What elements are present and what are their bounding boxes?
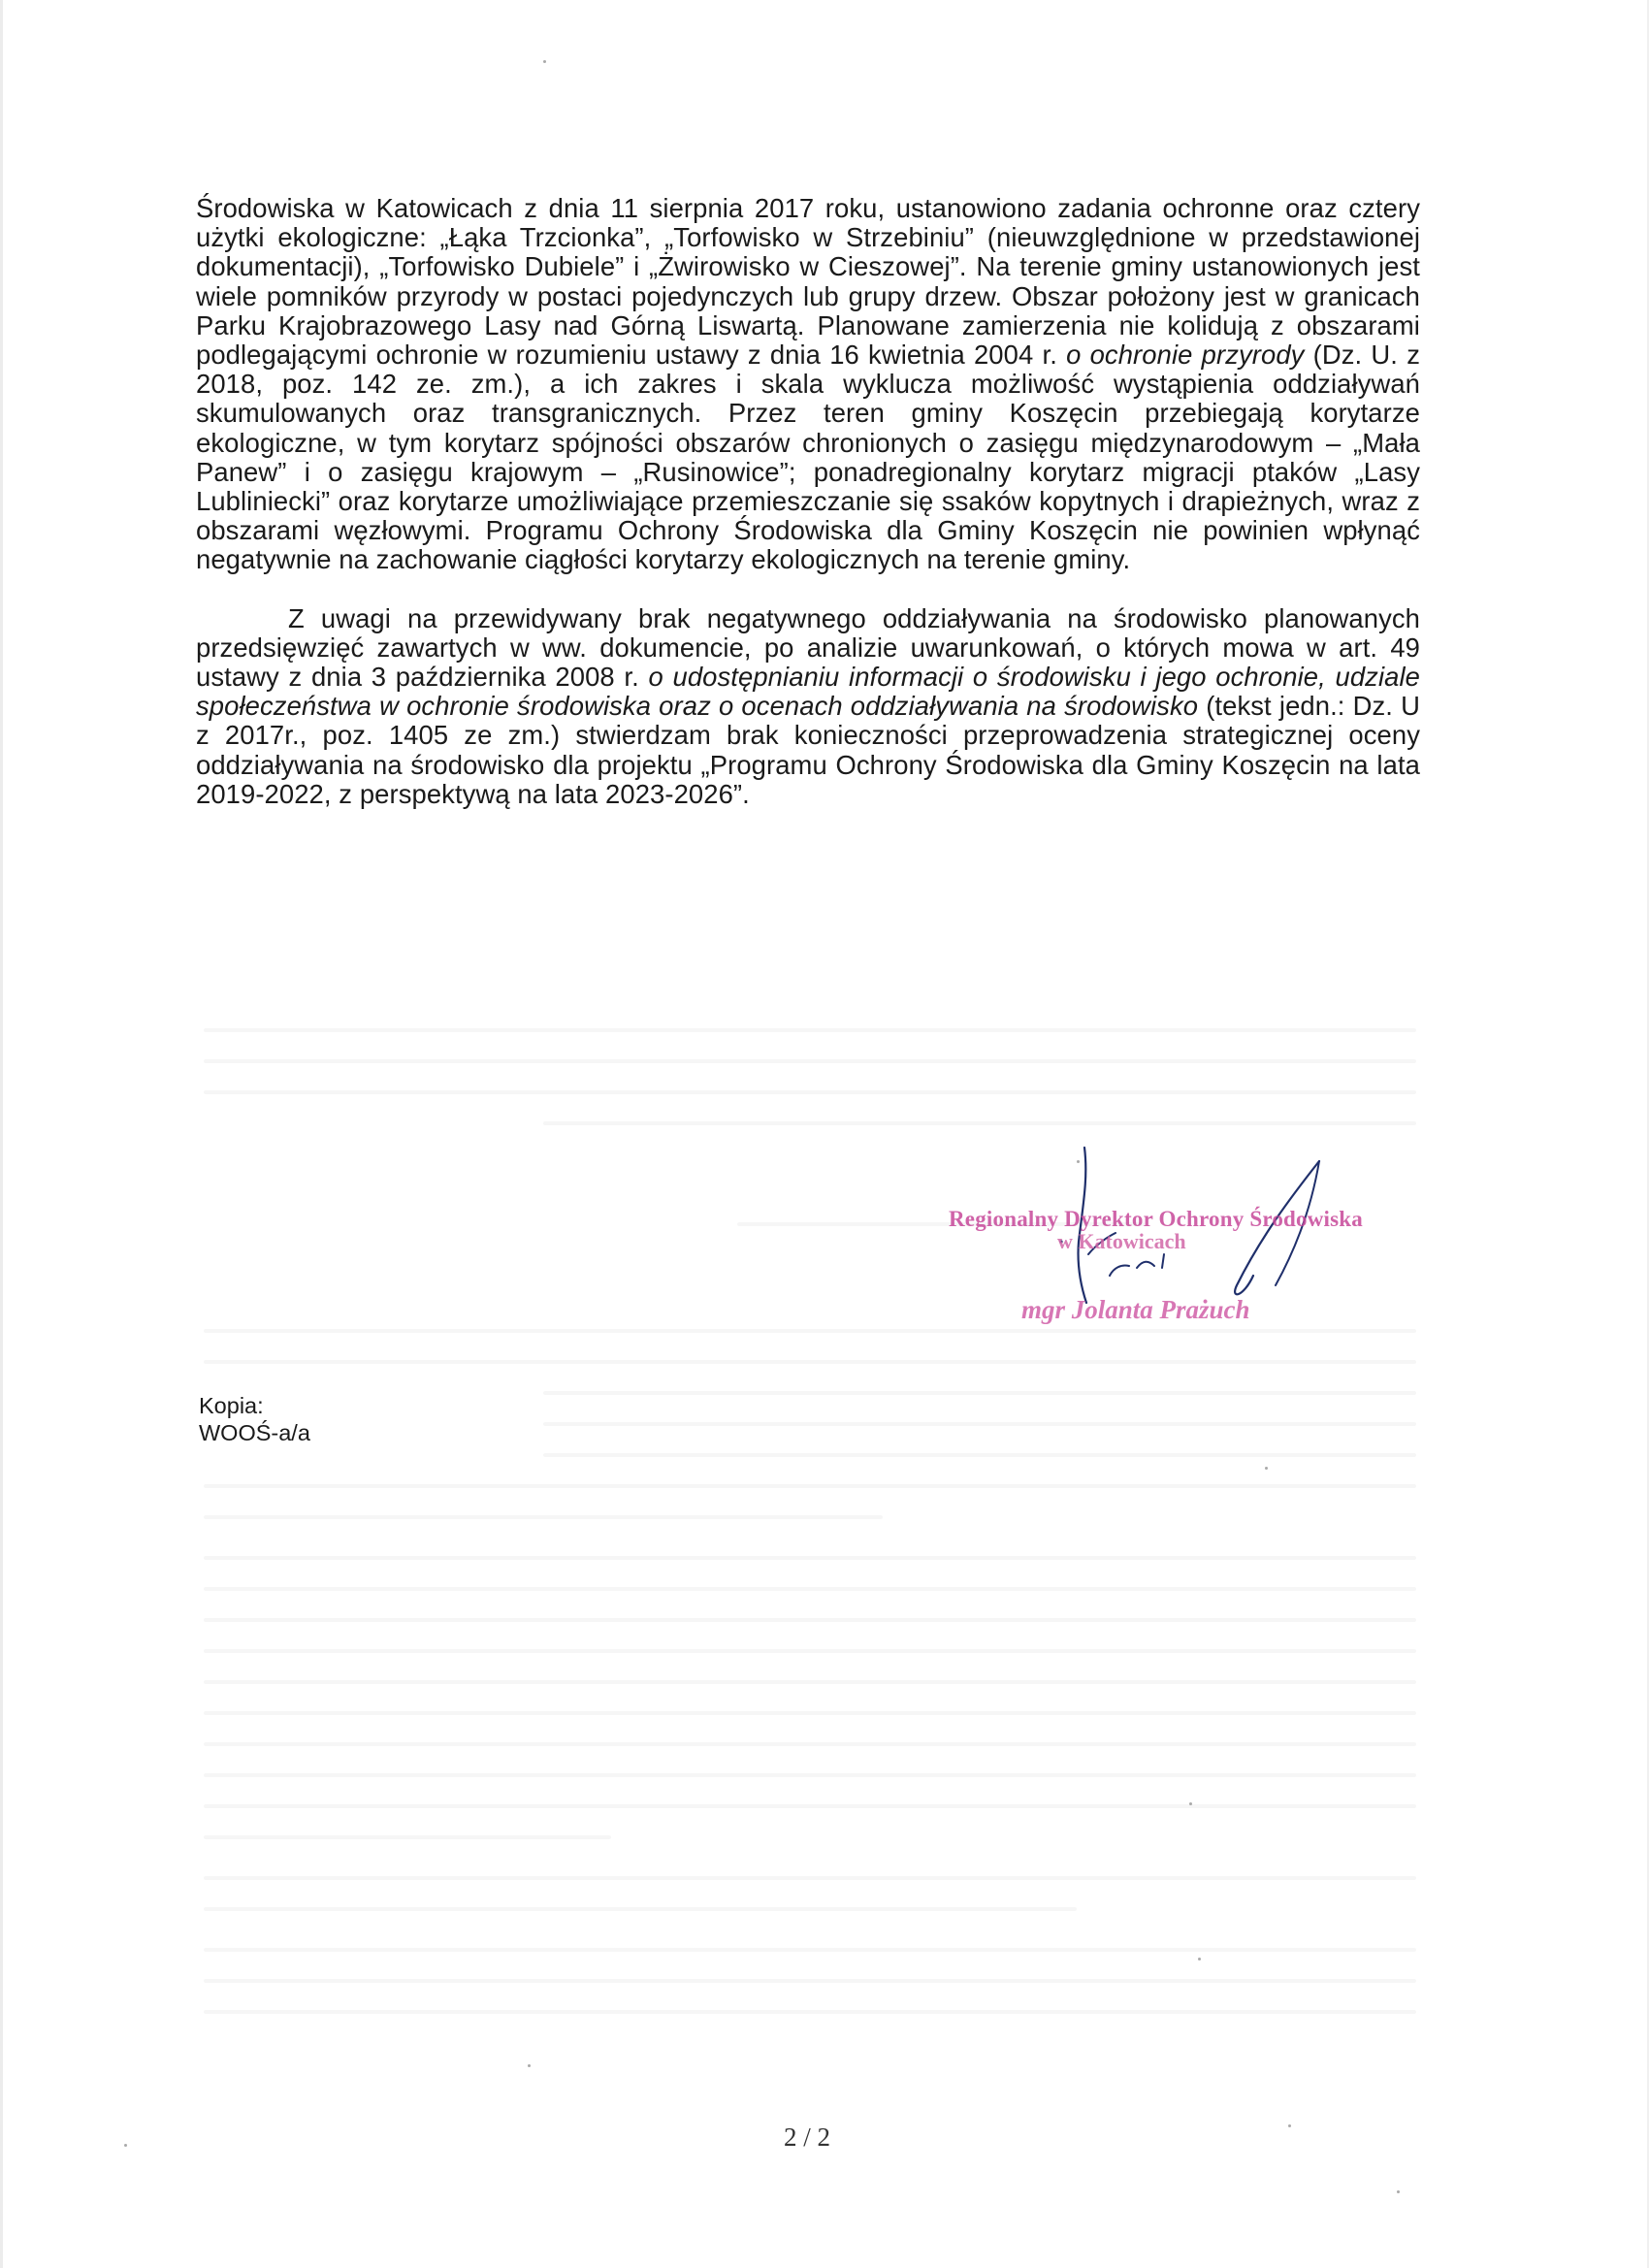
scan-speck	[1077, 1160, 1080, 1163]
stamp-title: Regionalny Dyrektor Ochrony Środowiska	[949, 1207, 1363, 1231]
paragraph-2-text: Z uwagi na przewidywany brak negatywnego oddziaływania na środowisko planowanych przedsięwzięć zawartych w ww. dokumencie, po analizie uwarunkowań, o których mowa w art. 49 ustawy z dnia 3 października 2008 r.	[196, 602, 1420, 693]
show-through-line	[204, 1835, 611, 1839]
scan-speck	[1288, 2124, 1291, 2127]
show-through-line	[204, 1711, 1416, 1715]
show-through-line	[204, 1556, 1416, 1560]
show-through-line	[204, 1515, 883, 1519]
show-through-line	[543, 1422, 1416, 1426]
stamp-signatory-name: mgr Jolanta Prażuch	[1021, 1295, 1250, 1324]
scan-speck	[124, 2144, 127, 2147]
show-through-line	[204, 1360, 1416, 1364]
copy-note	[199, 1392, 310, 1446]
act-title-nature-protection: o ochronie przyrody	[1066, 340, 1305, 371]
letter-body	[196, 194, 1420, 809]
show-through-line	[543, 1391, 1416, 1395]
show-through-line	[204, 1028, 1416, 1032]
show-through-line	[204, 1907, 1077, 1911]
copy-recipient: WOOŚ-a/a	[199, 1420, 310, 1445]
show-through-line	[204, 1090, 1416, 1094]
act-title-information-access: o udostępnianiu informacji o środowisku i jego ochronie, udziale społeczeństwa w ochronie środowiska oraz o ocenach oddziaływania na środowisko	[196, 662, 1420, 722]
copy-label: Kopia:	[199, 1393, 264, 1418]
show-through-line	[204, 2010, 1416, 2014]
scan-speck	[1397, 2190, 1400, 2193]
scan-speck	[1265, 1467, 1268, 1470]
show-through-line	[204, 1649, 1416, 1653]
paragraph-2-text-cont: (tekst jedn.: Dz. U z 2017r., poz. 1405 ze zm.) stwierdzam brak konieczności przeprowadzenia strategicznej oceny oddziaływania na środowisko dla projektu „Programu Ochrony Środowiska dla Gminy Koszęcin na lata 2019-2022, z perspektywą na lata 2023-2026”.	[196, 691, 1420, 809]
paragraph-1-text-cont: (Dz. U. z 2018, poz. 142 ze. zm.), a ich zakres i skala wyklucza możliwość wystąpienia oddziaływań skumulowanych oraz transgranicznych. Przez teren gminy Koszęcin przebiegają korytarze ekologiczne, w tym korytarz spójności obszarów chronionych o zasięgu międzynarodowym – „Mała Panew” i o zasięgu krajowym – „Rusinowice”; ponadregionalny korytarz migracji ptaków „Lasy Lubliniecki” oraz korytarze umożliwiające przemieszczanie się ssaków kopytnych i drapieżnych, wraz z obszarami węzłowymi. Programu Ochrony Środowiska dla Gminy Koszęcin nie powinien wpłynąć negatywnie na zachowanie ciągłości korytarzy ekologicznych na terenie gminy.	[196, 340, 1420, 575]
show-through-line	[543, 1453, 1416, 1457]
show-through-line	[204, 1329, 1416, 1333]
stamp-city: w Katowicach	[1057, 1229, 1186, 1253]
show-through-line	[204, 1587, 1416, 1591]
page-number: 2 / 2	[784, 2122, 831, 2152]
show-through-line	[204, 1979, 1416, 1983]
show-through-line	[204, 1742, 1416, 1746]
show-through-line	[204, 1773, 1416, 1777]
show-through-line	[204, 1059, 1416, 1063]
show-through-line	[204, 1680, 1416, 1684]
show-through-line	[204, 1618, 1416, 1622]
paragraph-1-text: Środowiska w Katowicach z dnia 11 sierpnia 2017 roku, ustanowiono zadania ochronne oraz cztery użytki ekologiczne: „Łąka Trzcionka”, „Torfowisko w Strzebiniu” (nieuwzględnione w przedstawionej dokumentacji), „Torfowisko Dubiele” i „Żwirowisko w Cieszowej”. Na terenie gminy ustanowionych jest wiele pomników przyrody w postaci pojedynczych lub grupy drzew. Obszar położony jest w granicach Parku Krajobrazowego Lasy nad Górną Liswartą. Planowane zamierzenia nie kolidują z obszarami podlegającymi ochronie w rozumieniu ustawy z dnia 16 kwietnia 2004 r.	[196, 193, 1420, 371]
show-through-line	[204, 1804, 1416, 1808]
scan-speck	[543, 60, 546, 63]
scan-speck	[1189, 1802, 1192, 1805]
scan-speck	[1198, 1958, 1201, 1960]
show-through-line	[543, 1121, 1416, 1125]
paragraph-1	[196, 194, 1420, 575]
show-through-line	[204, 1876, 1416, 1880]
official-stamp	[949, 1207, 1414, 1325]
paragraph-2	[196, 604, 1420, 809]
show-through-line	[204, 1484, 1416, 1488]
show-through-line	[204, 1948, 1416, 1952]
scan-speck	[528, 2064, 531, 2067]
